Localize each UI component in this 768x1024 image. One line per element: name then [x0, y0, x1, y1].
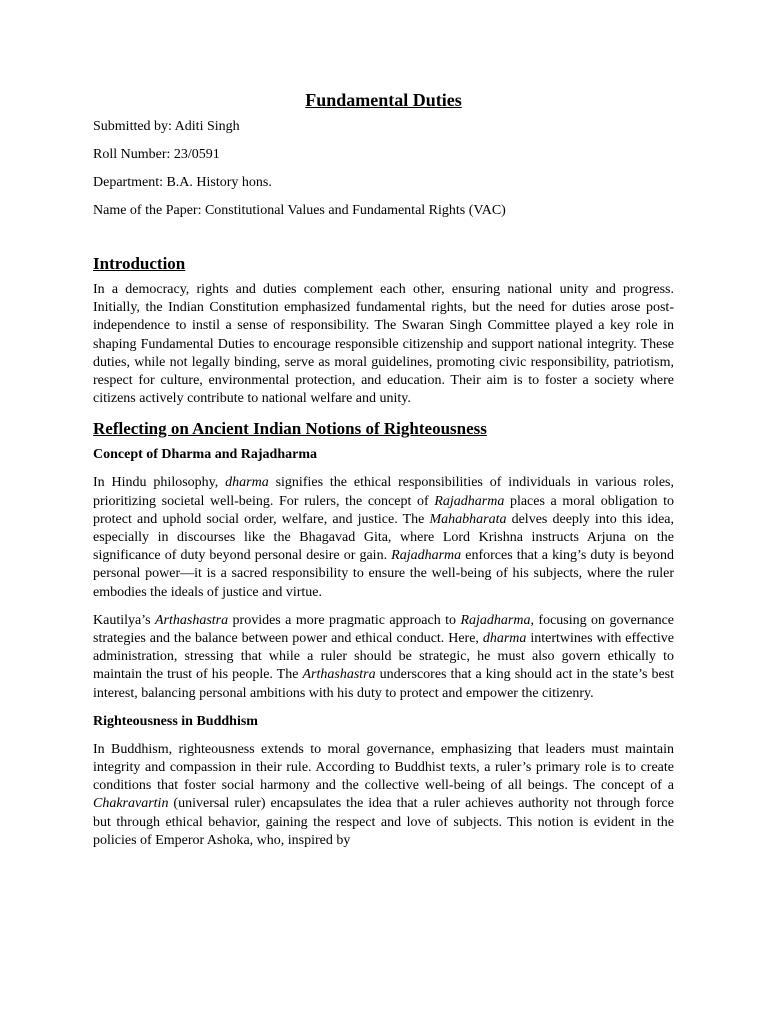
italic-term: Rajadharma: [460, 612, 531, 628]
italic-term: Mahabharata: [429, 511, 507, 527]
italic-term: dharma: [482, 631, 527, 647]
text-run: In Hindu philosophy,: [93, 475, 226, 491]
department: Department: B.A. History hons.: [93, 175, 272, 190]
text-run: signifies the ethical responsibilities of individuals in various roles, prioritizing societal well-being. For rulers, the concept of: [93, 475, 675, 509]
italic-term: Rajadharma: [434, 493, 505, 509]
text-run: provides a more pragmatic approach to: [228, 612, 461, 628]
italic-term: Arthashastra: [154, 612, 229, 628]
italic-term: Rajadharma: [391, 548, 462, 564]
introduction-paragraph: In a democracy, rights and duties complement each other, ensuring national unity and progress. Initially, the Indian Constitution emphasized fundamental rights, but the need for duties arose post-independence to instil a sense of responsibility. The Swaran Singh Committee played a key role in shaping Fundamental Duties to encourage responsible citizenship and support national integrity. These duties, while not legally binding, serve as moral guidelines, promoting civic responsibility, patriotism, respect for culture, environmental protection, and education. Their aim is to foster a society where citizens actively contribute to national welfare and unity.: [93, 282, 674, 407]
dharma-paragraph-1: [93, 474, 674, 601]
text-run: delves deeply into this idea, especially in discourses like the Bhagavad Gita, where Lord Krishna instructs Arjuna on the significance of duty beyond personal desire or gain.: [93, 511, 674, 564]
buddhism-paragraph-1: [93, 741, 674, 850]
text-run: In Buddhism, righteousness extends to moral governance, emphasizing that leaders must maintain integrity and compassion in their rule. According to Buddhist texts, a ruler’s primary role is to create conditions that foster social harmony and the collective well-being of all beings. The concept of a: [93, 741, 674, 794]
reflecting-heading: Reflecting on Ancient Indian Notions of Righteousness: [93, 419, 487, 439]
italic-term: dharma: [225, 475, 269, 491]
text-run: , focusing on governance strategies and the balance between power and ethical conduct. Here,: [93, 612, 675, 647]
italic-term: Arthashastra: [302, 667, 376, 683]
text-run: (universal ruler) encapsulates the idea that a ruler achieves authority not through force but through ethical behavior, gaining the respect and love of subjects. This notion is evident in the policies of Emperor Ashoka, who, inspired by: [93, 796, 674, 848]
text-run: Kautilya’s: [93, 612, 155, 628]
introduction-heading: Introduction: [93, 254, 186, 273]
text-run: enforces that a king’s duty is beyond personal power—it is a sacred responsibility to ensure the well-being of his subjects, where the ruler embodies the ideals of justice and virtue.: [93, 548, 674, 600]
paper-name: Name of the Paper: Constitutional Values and Fundamental Rights (VAC): [93, 203, 506, 218]
submitted-by: Submitted by: Aditi Singh: [93, 119, 240, 134]
document-title: Fundamental Duties: [305, 90, 462, 110]
document-page: [93, 88, 674, 860]
text-run: intertwines with effective administration, stressing that while a ruler should be strategic, he must also govern ethically to maintain the trust of his people. The: [93, 631, 674, 683]
text-run: places a moral obligation to protect and uphold social order, welfare, and justice. The: [93, 493, 674, 527]
italic-term: Chakravartin: [93, 796, 169, 812]
dharma-paragraph-2: [93, 612, 674, 703]
roll-number: Roll Number: 23/0591: [93, 147, 220, 162]
text-run: underscores that a king should act in the state’s best interest, balancing personal ambitions with his duty to protect and empower the citizenry.: [93, 667, 675, 701]
dharma-subheading: Concept of Dharma and Rajadharma: [93, 447, 317, 463]
buddhism-subheading: Righteousness in Buddhism: [93, 713, 258, 729]
